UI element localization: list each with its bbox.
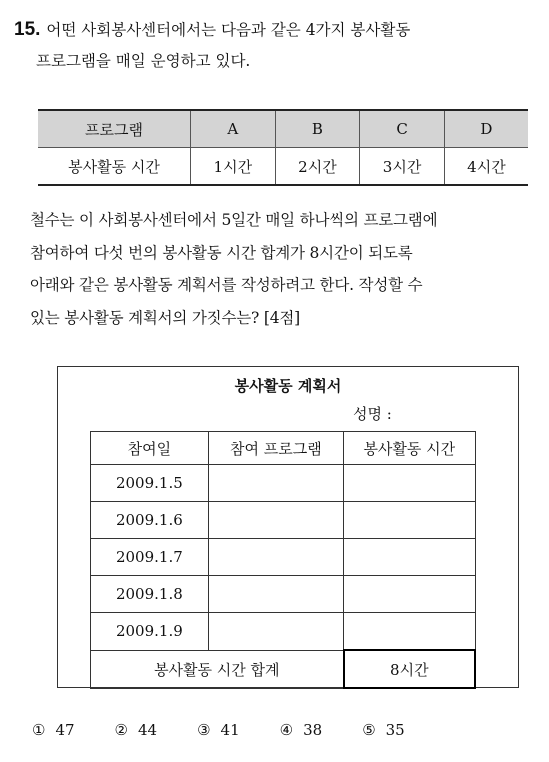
choice-value: 35 <box>385 721 405 739</box>
program-hours-c: 3시간 <box>360 148 445 186</box>
plan-hours-cell <box>344 576 475 613</box>
program-header-a: A <box>191 110 276 148</box>
program-hours-a: 1시간 <box>191 148 276 186</box>
program-hours-label: 봉사활동 시간 <box>38 148 191 186</box>
plan-date: 2009.1.7 <box>91 539 209 576</box>
plan-date: 2009.1.8 <box>91 576 209 613</box>
choice-value: 47 <box>55 721 75 739</box>
plan-hours-cell <box>344 539 475 576</box>
plan-total-label: 봉사활동 시간 합계 <box>91 650 344 688</box>
program-hours-b: 2시간 <box>275 148 360 186</box>
choice-5[interactable] <box>362 721 405 739</box>
plan-header-program: 참여 프로그램 <box>208 432 343 465</box>
program-table-hours-row <box>38 148 528 186</box>
plan-program-cell <box>208 576 343 613</box>
choice-2[interactable] <box>115 721 158 739</box>
plan-program-cell <box>208 502 343 539</box>
choice-value: 44 <box>138 721 158 739</box>
plan-header-row <box>91 432 476 465</box>
program-header-d: D <box>444 110 528 148</box>
plan-date: 2009.1.6 <box>91 502 209 539</box>
plan-date: 2009.1.9 <box>91 613 209 651</box>
plan-row <box>91 613 476 651</box>
plan-hours-cell <box>344 465 475 502</box>
question-number: 15. <box>14 19 41 40</box>
problem-line-1: 철수는 이 사회봉사센터에서 5일간 매일 하나씩의 프로그램에 <box>30 211 438 229</box>
choice-mark: ③ <box>197 721 211 739</box>
plan-table <box>90 431 476 689</box>
choice-mark: ② <box>114 721 128 739</box>
plan-row <box>91 539 476 576</box>
plan-row <box>91 465 476 502</box>
program-hours-d: 4시간 <box>467 157 506 176</box>
plan-program-cell <box>208 613 343 651</box>
question-text-2: 프로그램을 매일 운영하고 있다. <box>36 52 251 70</box>
choice-mark: ⑤ <box>362 721 376 739</box>
choice-mark: ④ <box>279 721 294 739</box>
plan-box <box>57 366 519 688</box>
plan-total-value: 8시간 <box>344 650 475 688</box>
question-text-1: 어떤 사회봉사센터에서는 다음과 같은 4가지 봉사활동 <box>46 21 411 39</box>
choice-mark: ① <box>32 721 46 739</box>
plan-header-hours: 봉사활동 시간 <box>344 432 475 465</box>
choice-value: 38 <box>303 721 323 739</box>
plan-title: 봉사활동 계획서 <box>234 377 342 395</box>
choice-value: 41 <box>220 721 240 739</box>
plan-total-row <box>91 650 476 688</box>
plan-row <box>91 502 476 539</box>
problem-line-4: 있는 봉사활동 계획서의 가짓수는? [4점] <box>30 308 300 327</box>
question-header <box>14 14 534 77</box>
choice-3[interactable] <box>197 721 240 739</box>
answer-choices <box>32 721 522 739</box>
program-header-b: B <box>275 110 360 148</box>
plan-date: 2009.1.5 <box>91 465 209 502</box>
plan-program-cell <box>208 539 343 576</box>
plan-program-cell <box>208 465 343 502</box>
plan-hours-cell <box>344 502 475 539</box>
program-header-c: C <box>360 110 445 148</box>
program-table <box>38 109 528 186</box>
problem-body <box>30 204 535 334</box>
question-line-1 <box>14 14 534 46</box>
plan-hours-cell <box>344 613 475 651</box>
plan-header-date: 참여일 <box>91 432 209 465</box>
problem-line-2: 참여하여 다섯 번의 봉사활동 시간 합계가 8시간이 되도록 <box>30 243 413 262</box>
choice-4[interactable] <box>280 721 323 739</box>
plan-row <box>91 576 476 613</box>
problem-line-3: 아래와 같은 봉사활동 계획서를 작성하려고 한다. 작성할 수 <box>30 276 423 294</box>
choice-1[interactable] <box>32 721 75 739</box>
program-header-label: 프로그램 <box>38 110 191 148</box>
plan-name-label: 성명 : <box>353 405 392 423</box>
program-table-header-row <box>38 110 528 148</box>
